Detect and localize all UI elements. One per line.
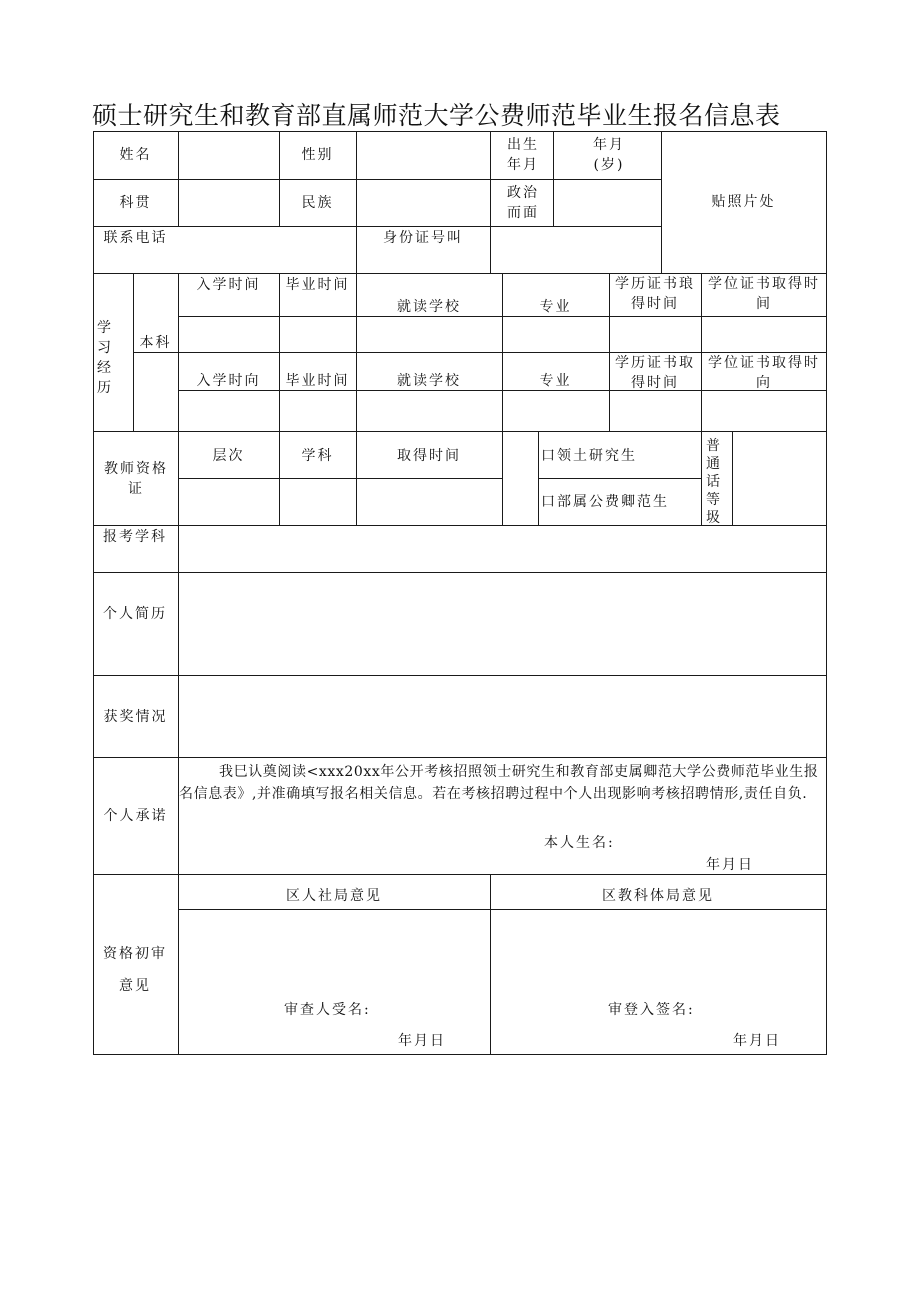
awards-field[interactable] (179, 676, 825, 756)
table-line (178, 273, 179, 431)
ethnicity-field[interactable] (357, 180, 489, 225)
header-level: 层次 (212, 448, 245, 464)
option-master-checkbox[interactable]: 口领土研究生 (541, 448, 637, 464)
table-line (93, 1054, 827, 1055)
table-line (538, 478, 701, 479)
table-line (538, 431, 539, 525)
subject-label: 报考学科 (103, 529, 167, 545)
pledge-signature-label: 本人生名: (544, 835, 615, 851)
edu-reviewer-signature: 审登入签名: (608, 1002, 695, 1018)
header-school: 就读学校 (397, 299, 461, 315)
table-line (826, 131, 827, 1055)
pledge-text: 我巳认奠阅读<xxx20xx年公开考核招照领士研究生和教育部吏属卿范大学公费师范毕业生报名信息表》,并准确填写报名相关信息。若在考核招聘过程中个人出现影响考核招聘情形,责任自负. (179, 764, 819, 802)
gender-field[interactable] (357, 132, 489, 178)
name-label: 姓名 (119, 147, 152, 163)
table-line (609, 273, 610, 431)
hr-opinion-header: 区人社局意见 (286, 888, 382, 904)
hr-review-date: 年月日 (398, 1033, 446, 1049)
table-line (178, 478, 502, 479)
header-obtain-time: 取得时间 (397, 448, 461, 464)
header-diploma-time: 学历证书琅得时间 (615, 276, 695, 312)
name-field[interactable] (179, 132, 278, 178)
study-section-label: 学习经历 (97, 320, 113, 396)
id-label: 身份证号叫 (383, 230, 463, 246)
header-school: 就读学校 (397, 373, 461, 389)
table-line (502, 431, 503, 525)
subject-field[interactable] (179, 526, 825, 571)
header-major: 专业 (539, 373, 572, 389)
table-line (93, 431, 827, 432)
header-major: 专业 (539, 299, 572, 315)
header-enroll-time: 入学时间 (196, 277, 261, 293)
political-label: 政治而面 (507, 185, 539, 221)
gender-label: 性别 (301, 147, 334, 163)
table-line (279, 273, 280, 431)
header-enroll-time: 入学时向 (196, 373, 261, 389)
form-title: 硕士研究生和教育部直属师范大学公费师范毕业生报名信息表 (92, 101, 781, 130)
photo-slot[interactable] (662, 132, 825, 272)
resume-label: 个人简历 (103, 606, 167, 622)
header-grad-time: 毕业时间 (285, 373, 350, 389)
birth-label: 出生年月 (507, 137, 539, 173)
table-line (93, 131, 94, 1055)
table-line (178, 909, 827, 910)
header-subject: 学科 (301, 448, 334, 464)
review-label: 资格初审意见 (103, 946, 167, 994)
mandarin-level-label: 普通话等圾 (706, 438, 722, 526)
teacher-cert-label: 教师资格证 (104, 461, 168, 497)
age-label: 年月(岁) (593, 137, 625, 173)
ethnicity-label: 民族 (301, 195, 334, 211)
resume-field[interactable] (179, 573, 825, 674)
hr-reviewer-signature: 审查人受名: (284, 1002, 371, 1018)
origin-label: 科贯 (119, 195, 152, 211)
origin-field[interactable] (179, 180, 278, 225)
header-degree-time: 学位证书取得时向 (708, 355, 820, 391)
pledge-label: 个人承诺 (103, 808, 168, 824)
header-grad-time: 毕业时间 (285, 277, 350, 293)
phone-field[interactable] (179, 227, 355, 272)
political-field[interactable] (554, 180, 660, 225)
header-degree-time: 学位证书取得时间 (708, 276, 820, 312)
table-line (732, 431, 733, 525)
option-public-normal-checkbox[interactable]: 口部属公费卿范生 (541, 494, 669, 510)
pledge-date: 年月日 (706, 857, 754, 873)
id-field[interactable] (491, 227, 660, 272)
undergrad-label: 本科 (139, 335, 172, 351)
awards-label: 获奖情况 (103, 709, 168, 725)
photo-placeholder: 贴照片处 (711, 194, 776, 210)
edu-opinion-header: 区教科体局意见 (602, 888, 714, 904)
table-line (93, 757, 827, 758)
phone-label: 联系电话 (103, 230, 168, 246)
table-line (701, 431, 702, 525)
header-diploma-time: 学历证书取得时间 (615, 355, 695, 391)
edu-review-date: 年月日 (733, 1033, 781, 1049)
